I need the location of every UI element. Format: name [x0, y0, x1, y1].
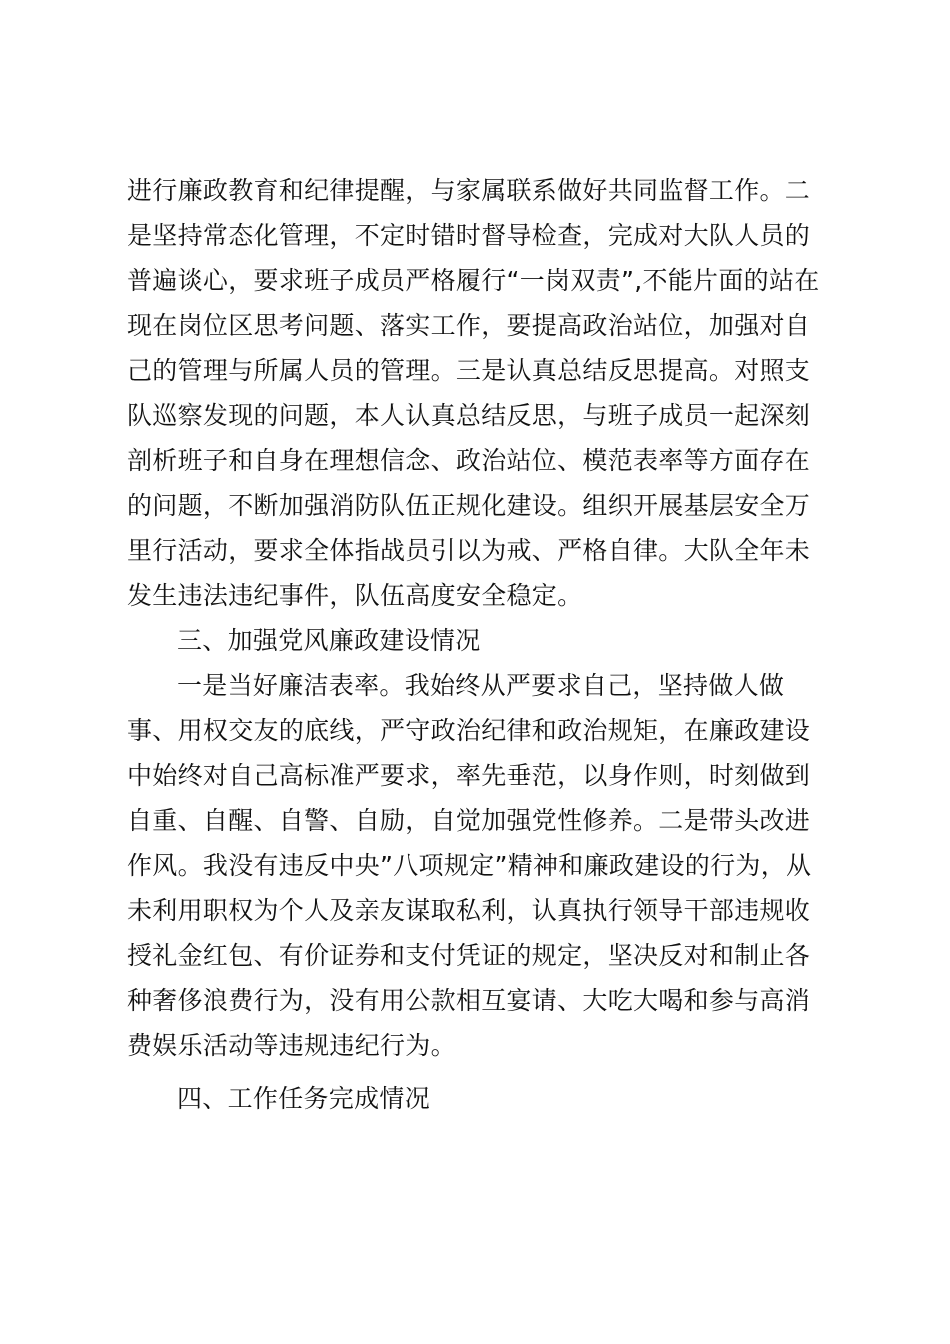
body-line: 己的管理与所属人员的管理。三是认真总结反思提高。对照支 [127, 356, 811, 385]
body-line: 普遍谈心，要求班子成员严格履行“一岗双责”,不能片面的站在 [127, 266, 820, 295]
body-line: 作风。我没有违反中央”八项规定”精神和廉政建设的行为，从 [127, 851, 812, 880]
body-line: 现在岗位区思考问题、落实工作，要提高政治站位，加强对自 [127, 311, 811, 340]
body-line: 授礼金红包、有价证券和支付凭证的规定，坚决反对和制止各 [127, 941, 811, 970]
body-line: 中始终对自己高标准严要求，率先垂范，以身作则，时刻做到 [127, 761, 811, 790]
body-line: 队巡察发现的问题，本人认真总结反思，与班子成员一起深刻 [127, 401, 811, 430]
section-heading-4: 四、工作任务完成情况 [177, 1084, 431, 1113]
body-line: 剖析班子和自身在理想信念、政治站位、模范表率等方面存在 [127, 446, 811, 475]
body-line: 的问题，不断加强消防队伍正规化建设。组织开展基层安全万 [127, 491, 811, 520]
body-line: 是坚持常态化管理，不定时错时督导检查，完成对大队人员的 [127, 221, 811, 250]
body-line: 事、用权交友的底线，严守政治纪律和政治规矩，在廉政建设 [127, 716, 811, 745]
body-line: 未利用职权为个人及亲友谋取私利，认真执行领导干部违规收 [127, 896, 811, 925]
body-line: 自重、自醒、自警、自励，自觉加强党性修养。二是带头改进 [127, 806, 811, 835]
paragraph-start: 一是当好廉洁表率。我始终从严要求自己，坚持做人做 [177, 671, 785, 700]
body-line: 费娱乐活动等违规违纪行为。 [127, 1031, 456, 1060]
body-line: 种奢侈浪费行为，没有用公款相互宴请、大吃大喝和参与高消 [127, 986, 811, 1015]
body-line: 里行活动，要求全体指战员引以为戒、严格自律。大队全年未 [127, 536, 811, 565]
body-line: 进行廉政教育和纪律提醒，与家属联系做好共同监督工作。二 [127, 176, 811, 205]
section-heading-3: 三、加强党风廉政建设情况 [177, 626, 481, 655]
document-body [127, 168, 827, 1121]
body-line: 发生违法违纪事件，队伍高度安全稳定。 [127, 581, 583, 610]
